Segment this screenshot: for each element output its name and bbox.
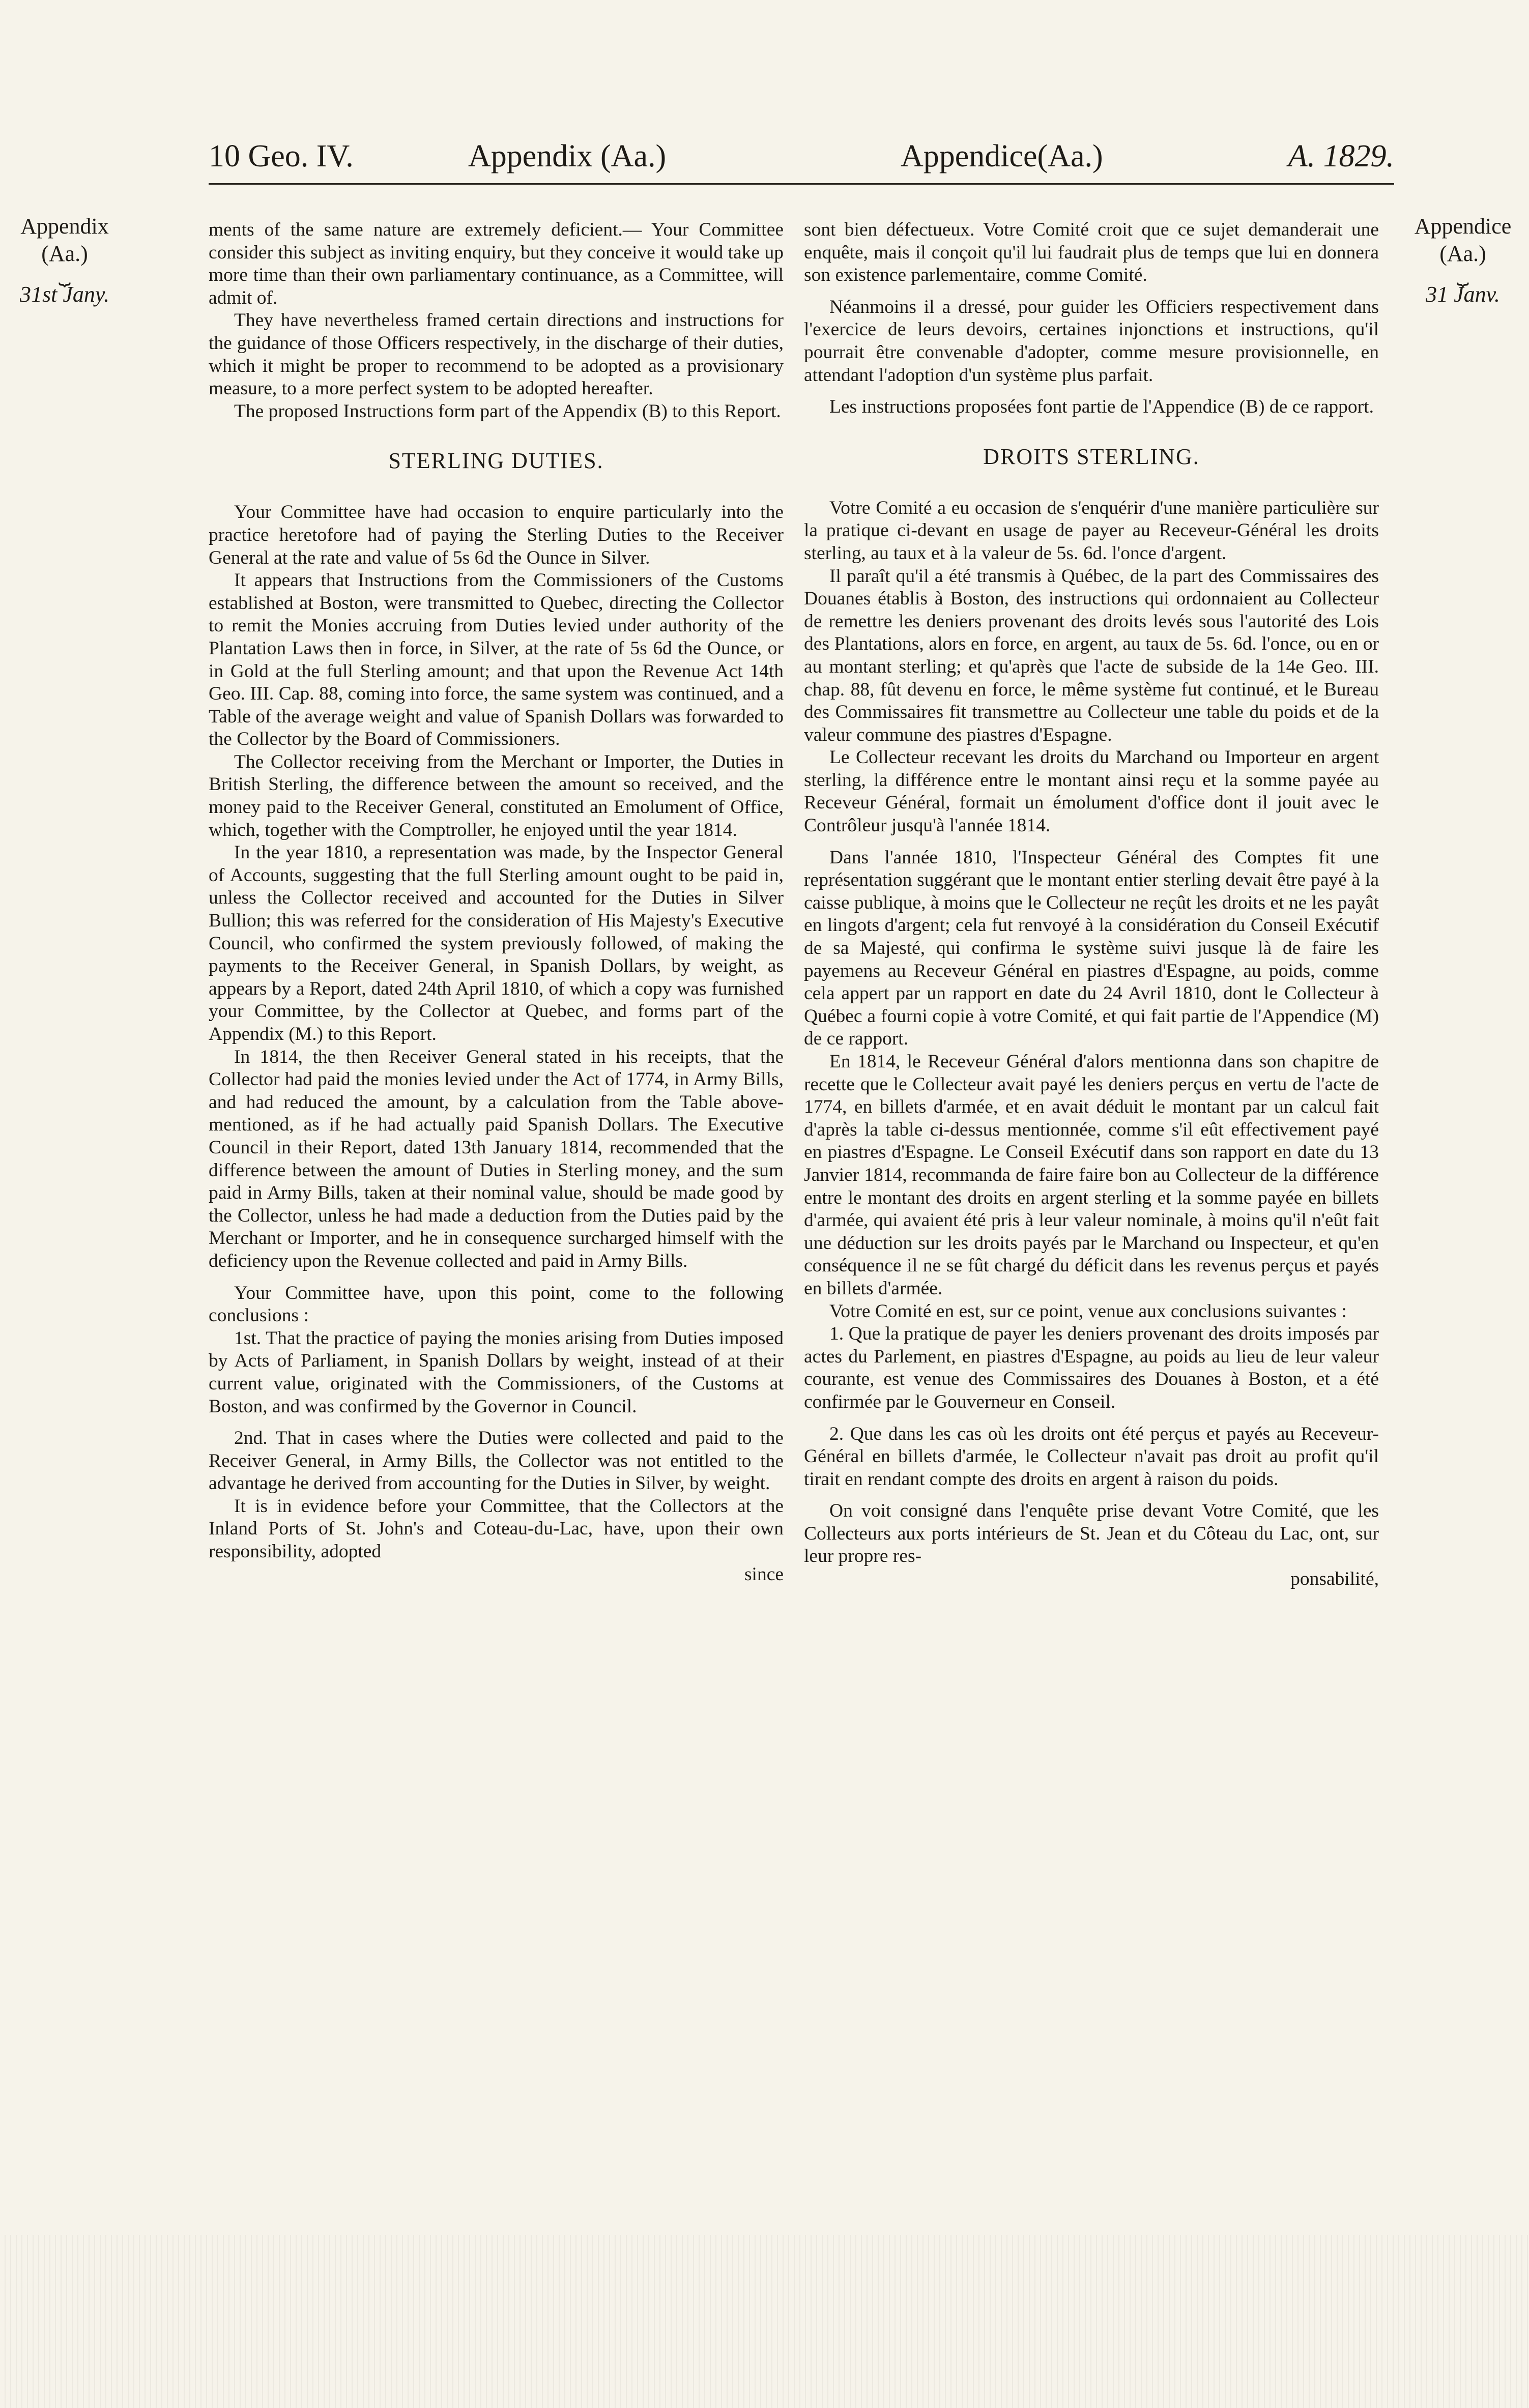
section-heading: DROITS STERLING. [983,444,1200,469]
margin-date: 31 Janv. [1426,282,1500,307]
paragraph: In the year 1810, a representation was made, by the Inspector General of Accounts, suggesting that the full Sterling amount ought to be paid in, unless the Collector received and accounted for the Duties in Silver Bullion; this was referred for the consideration of His Majesty's Executive Council, who confirmed the system previously followed, of making the payments to the Receiver General, in Spanish Dollars, by weight, as appears by a Report, dated 24th April 1810, of which a copy was furnished your Committee, by the Collector at Quebec, and forms part of the Appendix (M.) to this Report. [209,842,784,1045]
paragraph: The Collector receiving from the Merchant or Importer, the Duties in British Sterling, the difference between the amount so received, and the money paid to the Receiver General, constituted an Emolument of Office, which, together with the Comptroller, he enjoyed until the year 1814. [209,751,784,840]
header-rule [209,183,1394,185]
margin-note-left [11,213,118,308]
paragraph: Votre Comité en est, sur ce point, venue aux conclusions suivantes : [829,1300,1347,1322]
paragraph: Il paraît qu'il a été transmis à Québec, de la part des Commissaires des Douanes établis à Boston, des instructions qui ordonnaient au Collecteur de remettre les deniers provenant des droits levés sous l'autorité des Lois des Plantations, alors en force, en argent, au taux de 5s. 6d. l'once, ou en or au montant sterling; et qu'après que l'acte de subside de la 14e Geo. III. chap. 88, fût devenu en force, le même système fut continué, et le Bureau des Commissaires fit transmettre au Collecteur une table du poids et de la valeur commune des piastres d'Espagne. [804,565,1379,745]
paragraph: 1. Que la pratique de payer les deniers provenant des droits imposés par actes du Parlement, en piastres d'Espagne, au poids au lieu de leur valeur courante, est venue des Commissaires des Douanes à Boston, et a été confirmée par le Gouverneur en Conseil. [804,1323,1379,1412]
english-column [209,219,784,1586]
margin-date: 31st Jany. [20,282,109,307]
section-heading: STERLING DUTIES. [388,448,604,474]
paragraph: 2. Que dans les cas où les droits ont été perçus et payés au Receveur-Général en billets d'armée, le Collecteur n'avait pas droit au profit qu'il tirait en rendant compte des droits en argent à raison du poids. [804,1423,1379,1490]
catchword: ponsabilité, [1290,1569,1379,1590]
paragraph: Your Committee have had occasion to enquire particularly into the practice heretofore had of paying the Sterling Duties to the Receiver General at the rate and value of 5s 6d the Ounce in Silver. [209,502,784,568]
paragraph: It is in evidence before your Committee, that the Collectors at the Inland Ports of St. John's and Coteau-du-Lac, have, upon their own responsibility, adopted [209,1495,784,1562]
paragraph: The proposed Instructions form part of the Appendix (B) to this Report. [234,400,781,422]
french-column [804,219,1379,1591]
margin-label: Appendix [20,214,109,239]
paragraph: ments of the same nature are extremely deficient.— Your Committee consider this subject as inviting enquiry, but they conceive it would take up more time than their own parliamentary continuance, as a Committee, will admit of. [209,219,784,308]
paragraph: 1st. That the practice of paying the monies arising from Duties imposed by Acts of Parliament, in Spanish Dollars by weight, instead of at their current value, originated with the Commissioners, of the Customs at Boston, and was confirmed by the Governor in Council. [209,1327,784,1417]
brace-icon: ⏟ [59,263,71,285]
paragraph: Dans l'année 1810, l'Inspecteur Général des Comptes fit une représentation suggérant que le montant entier sterling devait être payé à la caisse publique, à moins que le Collecteur ne reçût les droits et ne les payât en lingots d'argent; cela fut renvoyé à la considération du Conseil Exécutif de sa Majesté, qui confirma le système suivi jusque là de faire les payemens au Receveur Général en piastres d'Espagne, au poids, comme cela appert par un rapport en date du 24 Avril 1810, dont le Collecteur à Québec a fourni copie à votre Comité, et qui fait partie de l'Appendice (M) de ce rapport. [804,847,1379,1050]
paragraph: Néanmoins il a dressé, pour guider les Officiers respectivement dans l'exercice de leurs devoirs, certaines injonctions et instructions, qu'il pourrait être convenable d'adopter, comme mesure provisionnelle, en attendant l'adoption d'un système plus parfait. [804,296,1379,386]
margin-sub: (Aa.) [1439,241,1486,266]
page-header [209,128,1394,184]
appendix-title-en: Appendix (Aa.) [468,139,667,173]
paragraph: It appears that Instructions from the Commissioners of the Customs established at Boston, were transmitted to Quebec, directing the Collector to remit the Monies accruing from Duties levied under authority of the Plantation Laws then in force, in Silver, at the rate of 5s 6d the Ounce, or in Gold at the full Sterling amount; and that upon the Revenue Act 14th Geo. III. Cap. 88, coming into force, the same system was continued, and a Table of the average weight and value of Spanish Dollars was forwarded to the Collector by the Board of Commissioners. [209,570,784,750]
appendix-title-fr: Appendice(Aa.) [901,139,1103,173]
catchword: since [744,1563,784,1585]
paragraph: In 1814, the then Receiver General stated in his receipts, that the Collector had paid the monies levied under the Act of 1774, in Army Bills, and had reduced the amount, by a calculation from the Table above-mentioned, as if he had actually paid Spanish Dollars. The Executive Council in their Report, dated 13th January 1814, recommended that the difference between the amount of Duties in Sterling money, and the sum paid in Army Bills, taken at their nominal value, should be made good by the Collector, unless he had made a deduction from the Duties paid by the Merchant or Importer, and he in consequence surcharged himself with the deficiency upon the Revenue collected and paid in Army Bills. [209,1046,784,1271]
paragraph: sont bien défectueux. Votre Comité croit que ce sujet demanderait une enquête, mais il conçoit qu'il lui faudrait plus de temps que lui en donnera son existence parlementaire, comme Comité. [804,219,1379,286]
paragraph: Le Collecteur recevant les droits du Marchand ou Importeur en argent sterling, la différence entre le montant ainsi reçu et la somme payée au Receveur Général, formait un émolument d'office dont il jouit avec le Contrôleur jusqu'à l'année 1814. [804,747,1379,836]
regnal-year: 10 Geo. IV. [209,139,354,173]
paragraph: 2nd. That in cases where the Duties were collected and paid to the Receiver General, in Army Bills, the Collector was not entitled to the advantage he derived from accounting for the Duties in Silver, by weight. [209,1428,784,1494]
margin-sub: (Aa.) [41,241,88,266]
brace-icon: ⏟ [1457,263,1469,285]
page-year: A. 1829. [1288,139,1394,173]
margin-label: Appendice [1414,214,1512,239]
paragraph: Les instructions proposées font partie de l'Appendice (B) de ce rapport. [829,396,1374,418]
paper-texture [0,2235,1529,2408]
paragraph: Your Committee have, upon this point, come to the following conclusions : [209,1282,784,1326]
margin-note-right [1409,213,1516,308]
paragraph: En 1814, le Receveur Général d'alors mentionna dans son chapitre de recette que le Collecteur avait payé les deniers perçus en vertu de l'acte de 1774, en billets d'armée, et en avait déduit le montant par un calcul fait d'après la table ci-dessus mentionnée, comme s'il eût effectivement payé en piastres d'Espagne. Le Conseil Exécutif dans son rapport en date du 13 Janvier 1814, recommanda de faire faire bon au Collecteur de la différence entre le montant des droits en argent sterling et la somme payée en billets d'armée, qui avaient été pris à leur valeur nominale, à moins qu'il n'eût fait une déduction sur les droits payés par le Marchand ou Inspecteur, et qu'en conséquence il ne se fût chargé du déficit dans les revenus perçus et payés en billets d'armée. [804,1051,1379,1299]
paragraph: On voit consigné dans l'enquête prise devant Votre Comité, que les Collecteurs aux ports intérieurs de St. Jean et du Côteau du Lac, ont, sur leur propre res- [804,1500,1379,1567]
paragraph: They have nevertheless framed certain directions and instructions for the guidance of those Officers respectively, in the discharge of their duties, which it might be proper to recommend to be adopted as a provisionary measure, to a more perfect system to be adopted hereafter. [209,310,784,399]
paragraph: Votre Comité a eu occasion de s'enquérir d'une manière particulière sur la pratique ci-devant en usage de payer au Receveur-Général les droits sterling, au taux et à la valeur de 5s. 6d. l'once d'argent. [804,497,1379,564]
